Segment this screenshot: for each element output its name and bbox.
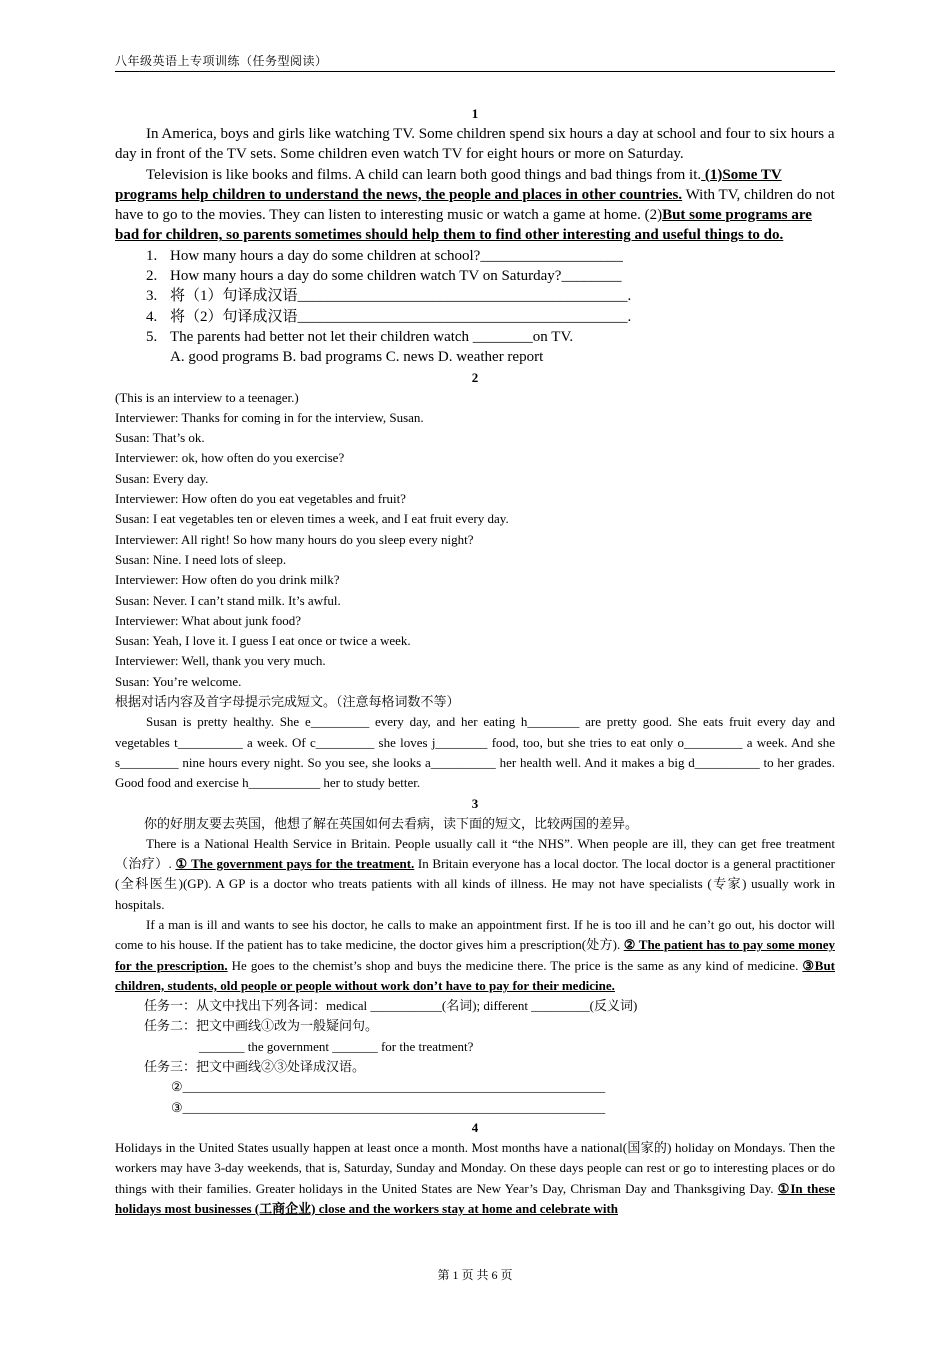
- s3-paragraph-2: [115, 915, 835, 996]
- question-text: The parents had better not let their children watch ________on TV.: [170, 328, 574, 345]
- s2-dialogue-line: Interviewer: ok, how often do you exercise?: [115, 450, 345, 466]
- s1-paragraph-2: [115, 165, 835, 246]
- question-number: 1.: [146, 247, 158, 264]
- s1-p2-text-c: With TV, children do not have to go to the movies. They can listen to interesting music or watch a game at home. (2): [115, 186, 835, 224]
- s3-answer-line-2: ②_________________________________________________________________: [171, 1079, 606, 1095]
- s2-dialogue-line: Susan: Nine. I need lots of sleep.: [115, 551, 287, 567]
- s1-question-1: [115, 246, 835, 266]
- section-4-number: 4: [471, 1119, 479, 1135]
- s2-dialogue-line: Susan: I eat vegetables ten or eleven times a week, and I eat fruit every day.: [115, 511, 509, 527]
- section-2-number: 2: [471, 369, 479, 385]
- s3-underlined-sentence-2: ② The patient has to pay some money for the prescription.: [115, 937, 835, 973]
- section-3-number: 3: [471, 795, 479, 811]
- question-number: 5.: [146, 328, 158, 345]
- s4-paragraph: [115, 1138, 835, 1219]
- page-header: 八年级英语上专项训练（任务型阅读）: [115, 52, 835, 72]
- question-text: How many hours a day do some children watch TV on Saturday?________: [170, 268, 622, 285]
- s3-task-1: 任务一：从文中找出下列各词：medical ___________(名词); different _________(反义词): [144, 998, 638, 1014]
- question-number: 4.: [146, 308, 158, 325]
- question-text: How many hours a day do some children at school?___________________: [170, 247, 623, 264]
- s1-underlined-sentence-1: (1)Some TV programs help children to understand the news, the people and places in other countries.: [115, 166, 782, 203]
- s2-dialogue-line: Interviewer: All right! So how many hours do you sleep every night?: [115, 531, 474, 547]
- s3-p1-text-c: In Britain everyone has a local doctor. The local doctor is a general practitioner (全科医生)(GP). A GP is a doctor who treats patients with all kinds of illness. He may not have specialists (专家) usually work in hospitals.: [115, 856, 835, 912]
- s2-dialogue-line: Interviewer: What about junk food?: [115, 612, 302, 628]
- s3-p1-text-a: There is a National Health Service in Britain. People usually call it “the NHS”. When people are ill, they can get free treatment （治疗）.: [115, 835, 835, 872]
- s4-underlined-sentence-1: ①In these holidays most businesses (工商企业) close and the workers stay at home and celebrate with: [115, 1180, 835, 1216]
- s1-p2-text-a: Television is like books and films. A child can learn both good things and bad things from it.: [146, 166, 702, 183]
- s3-p2-text-c: He goes to the chemist’s shop and buys the medicine there. The price is the same as any kind of medicine.: [227, 957, 803, 973]
- s1-question-2: [115, 266, 835, 286]
- s3-intro: 你的好朋友要去英国，他想了解在英国如何去看病，读下面的短文，比较两国的差异。: [144, 815, 639, 831]
- page-footer: 第 1 页 共 6 页: [437, 1268, 513, 1282]
- question-text: 将（1）句译成汉语____________________________________________.: [170, 288, 632, 305]
- s1-paragraph-1: In America, boys and girls like watching TV. Some children spend six hours a day at school and four to six hours a day in front of the TV sets. Some children even watch TV for eight hours or more on Saturday.: [115, 126, 835, 163]
- s1-question-5-options: A. good programs B. bad programs C. news D. weather report: [170, 349, 544, 366]
- s3-paragraph-1: [115, 834, 835, 915]
- s2-dialogue-line: Susan: You’re welcome.: [115, 673, 242, 689]
- s3-p2-text-a: If a man is ill and wants to see his doctor, he calls to make an appointment first. If he is too ill and he can’t go out, his doctor will come to his house. If the patient has to take medicine, the doctor gives him a prescription(处方).: [115, 916, 835, 953]
- s1-underlined-sentence-2: But some programs are bad for children, so parents sometimes should help them to find other interesting and useful things to do.: [115, 207, 812, 244]
- s1-question-5: [115, 327, 835, 347]
- s3-task-2: 任务二：把文中画线①改为一般疑问句。: [144, 1018, 379, 1034]
- s2-dialogue-line: Susan: Never. I can’t stand milk. It’s awful.: [115, 592, 341, 608]
- question-text: 将（2）句译成汉语____________________________________________.: [170, 308, 632, 325]
- s1-question-4: [115, 307, 835, 327]
- s2-dialogue-line: Susan: Yeah, I love it. I guess I eat once or twice a week.: [115, 633, 411, 649]
- section-1-number: 1: [471, 106, 479, 121]
- s1-question-3: [115, 286, 835, 306]
- s2-dialogue-line: Susan: That’s ok.: [115, 430, 205, 446]
- s2-dialogue-line: Interviewer: Well, thank you very much.: [115, 653, 326, 669]
- s3-underlined-sentence-1: ① The government pays for the treatment.: [175, 856, 415, 872]
- s3-task-2-blank: _______ the government _______ for the treatment?: [199, 1038, 474, 1054]
- s3-answer-line-3: ③_________________________________________________________________: [171, 1099, 606, 1115]
- s2-dialogue-line: Susan: Every day.: [115, 470, 209, 486]
- s2-dialogue-line: Interviewer: How often do you eat vegetables and fruit?: [115, 491, 406, 507]
- s2-dialogue-line: Interviewer: How often do you drink milk?: [115, 572, 340, 588]
- question-number: 2.: [146, 268, 158, 285]
- s3-underlined-sentence-3: ③But children, students, old people or people without work don’t have to pay for their medicine.: [115, 957, 836, 993]
- s2-dialogue-line: (This is an interview to a teenager.): [115, 389, 299, 405]
- s4-text-a: Holidays in the United States usually happen at least once a month. Most months have a national(国家的) holiday on Mondays. Then the workers may have 3-day weekends, that is, Saturday, Sunday and Monday. On these days people can rest or go to interesting places or do things with their families. Greater holidays in the United States are New Year’s Day, Chrisman Day and Thanksgiving Day.: [115, 1139, 835, 1196]
- s3-task-3: 任务三：把文中画线②③处译成汉语。: [144, 1059, 366, 1075]
- document-body: [115, 104, 835, 1219]
- s2-cloze-passage: Susan is pretty healthy. She e_________ every day, and her eating h________ are pretty good. She eats fruit every day and vegetables t__________ a week. Of c_________ she loves j________ food, too, but she tries to eat only o_________ a week. And she s_________ nine hours every night. So you see, she looks a__________ her health well. And it makes a big d__________ to her grades. Good food and exercise h___________ her to study better.: [115, 714, 835, 791]
- s2-dialogue-line: Interviewer: Thanks for coming in for the interview, Susan.: [115, 409, 424, 425]
- s2-instruction: 根据对话内容及首字母提示完成短文。（注意每格词数不等）: [115, 694, 460, 710]
- question-number: 3.: [146, 288, 158, 305]
